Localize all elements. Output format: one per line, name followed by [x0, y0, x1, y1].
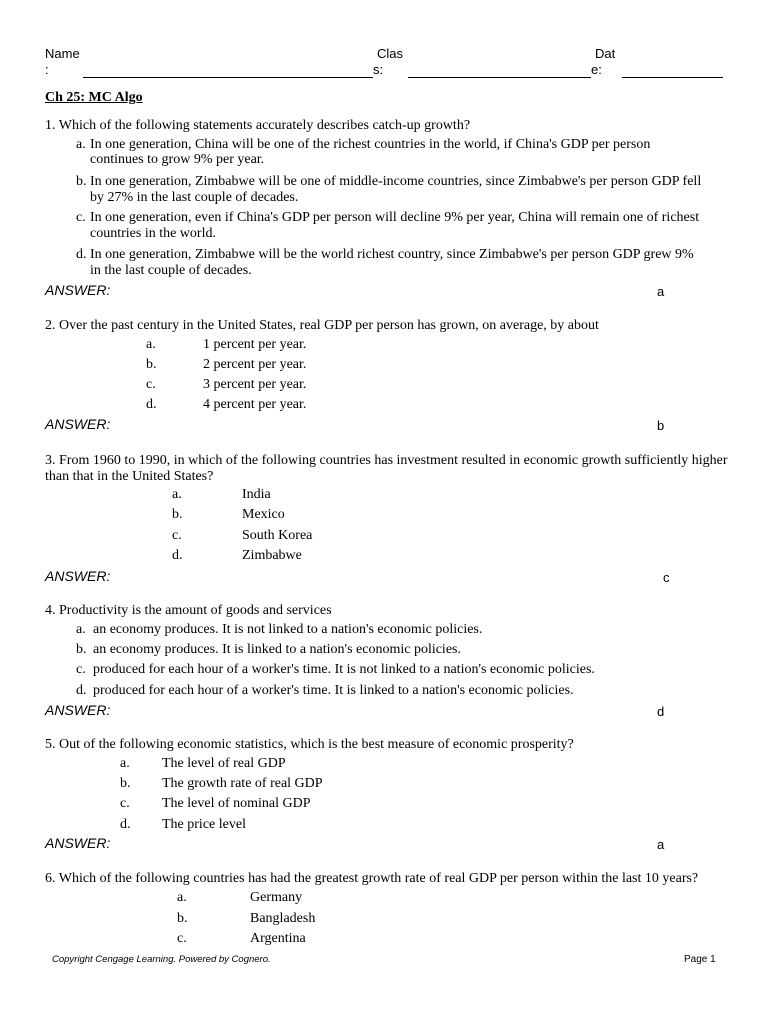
q2-answer-value: b	[657, 418, 665, 433]
class-label-suffix: s:	[373, 62, 384, 77]
question-6-stem: 6. Which of the following countries has had the greatest growth rate of real GDP per person within the last 10 years?	[45, 871, 699, 886]
q4-option-b-text: an economy produces. It is linked to a nation's economic policies.	[93, 642, 461, 657]
q2-option-b-text: 2 percent per year.	[203, 357, 307, 372]
q6-option-c-text: Argentina	[250, 931, 306, 946]
q2-option-c-text: 3 percent per year.	[203, 377, 307, 392]
q1-answer-value: a	[657, 284, 665, 299]
q2-option-d-text: 4 percent per year.	[203, 397, 307, 412]
q5-option-a-letter: a.	[120, 756, 130, 771]
q5-option-d-text: The price level	[162, 817, 246, 832]
q4-option-a-text: an economy produces. It is not linked to a nation's economic policies.	[93, 622, 483, 637]
footer-page-number: Page 1	[684, 954, 716, 965]
name-label-colon: :	[45, 62, 49, 77]
q1-option-a-line1: In one generation, China will be one of the richest countries in the world, if China's GDP per person	[90, 137, 651, 152]
q1-option-a-letter: a.	[76, 137, 86, 152]
q3-option-a-letter: a.	[172, 487, 182, 502]
question-2-stem: 2. Over the past century in the United States, real GDP per person has grown, on average, by about	[45, 318, 599, 333]
q1-option-c-line1: In one generation, even if China's GDP per person will decline 9% per year, China will remain one of richest	[90, 210, 700, 225]
q4-option-c-text: produced for each hour of a worker's time. It is not linked to a nation's economic policies.	[93, 662, 595, 677]
q2-answer-label: ANSWER:	[45, 416, 111, 432]
question-3-stem-line1: 3. From 1960 to 1990, in which of the following countries has investment resulted in economic growth sufficiently higher	[45, 453, 728, 468]
q3-option-a-text: India	[242, 487, 271, 502]
q1-option-c-line2: countries in the world.	[90, 226, 216, 241]
q5-option-c-text: The level of nominal GDP	[162, 796, 311, 811]
q6-option-b-letter: b.	[177, 911, 188, 926]
q5-answer-value: a	[657, 837, 665, 852]
q4-answer-label: ANSWER:	[45, 702, 111, 718]
q4-option-d-letter: d.	[76, 683, 87, 698]
q3-option-d-text: Zimbabwe	[242, 548, 302, 563]
q6-option-a-text: Germany	[250, 890, 303, 905]
q3-option-b-text: Mexico	[242, 507, 285, 522]
q2-option-b-letter: b.	[146, 357, 157, 372]
q5-option-a-text: The level of real GDP	[162, 756, 286, 771]
q3-option-d-letter: d.	[172, 548, 183, 563]
q2-option-a-letter: a.	[146, 337, 156, 352]
question-4-stem: 4. Productivity is the amount of goods and services	[45, 603, 332, 618]
q1-option-d-letter: d.	[76, 247, 87, 262]
q4-option-a-letter: a.	[76, 622, 86, 637]
date-blank-line[interactable]	[622, 77, 723, 78]
q3-option-c-letter: c.	[172, 528, 182, 543]
q1-option-b-line1: In one generation, Zimbabwe will be one of middle-income countries, since Zimbabwe's per person GDP fell	[90, 174, 702, 189]
name-blank-line[interactable]	[83, 77, 373, 78]
date-label: Dat	[595, 46, 616, 61]
page-title: Ch 25: MC Algo	[45, 90, 143, 105]
q1-option-c-letter: c.	[76, 210, 86, 225]
name-label: Name	[45, 46, 80, 61]
q1-option-b-line2: by 27% in the last couple of decades.	[90, 190, 299, 205]
question-1-stem: 1. Which of the following statements accurately describes catch-up growth?	[45, 118, 471, 133]
q1-option-a-line2: continues to grow 9% per year.	[90, 152, 265, 167]
q3-answer-value: c	[663, 570, 670, 585]
q3-option-b-letter: b.	[172, 507, 183, 522]
q2-option-d-letter: d.	[146, 397, 157, 412]
footer-copyright: Copyright Cengage Learning. Powered by Cognero.	[52, 954, 271, 965]
question-5-stem: 5. Out of the following economic statistics, which is the best measure of economic prosperity?	[45, 737, 574, 752]
question-3-stem-line2: than that in the United States?	[45, 469, 214, 484]
q5-answer-label: ANSWER:	[45, 835, 111, 851]
q3-answer-label: ANSWER:	[45, 568, 111, 584]
q4-answer-value: d	[657, 704, 665, 719]
q6-option-c-letter: c.	[177, 931, 187, 946]
class-blank-line[interactable]	[408, 77, 591, 78]
class-label: Clas	[377, 46, 404, 61]
q5-option-b-letter: b.	[120, 776, 131, 791]
q3-option-c-text: South Korea	[242, 528, 313, 543]
q1-option-d-line2: in the last couple of decades.	[90, 263, 252, 278]
q2-option-c-letter: c.	[146, 377, 156, 392]
q6-option-b-text: Bangladesh	[250, 911, 316, 926]
q4-option-b-letter: b.	[76, 642, 87, 657]
q2-option-a-text: 1 percent per year.	[203, 337, 307, 352]
date-label-suffix: e:	[591, 62, 602, 77]
q1-answer-label: ANSWER:	[45, 282, 111, 298]
q4-option-c-letter: c.	[76, 662, 86, 677]
q6-option-a-letter: a.	[177, 890, 187, 905]
q4-option-d-text: produced for each hour of a worker's time. It is linked to a nation's economic policies.	[93, 683, 574, 698]
q1-option-b-letter: b.	[76, 174, 87, 189]
q5-option-c-letter: c.	[120, 796, 130, 811]
q1-option-d-line1: In one generation, Zimbabwe will be the world richest country, since Zimbabwe's per person GDP grew 9%	[90, 247, 694, 262]
q5-option-b-text: The growth rate of real GDP	[162, 776, 323, 791]
q5-option-d-letter: d.	[120, 817, 131, 832]
